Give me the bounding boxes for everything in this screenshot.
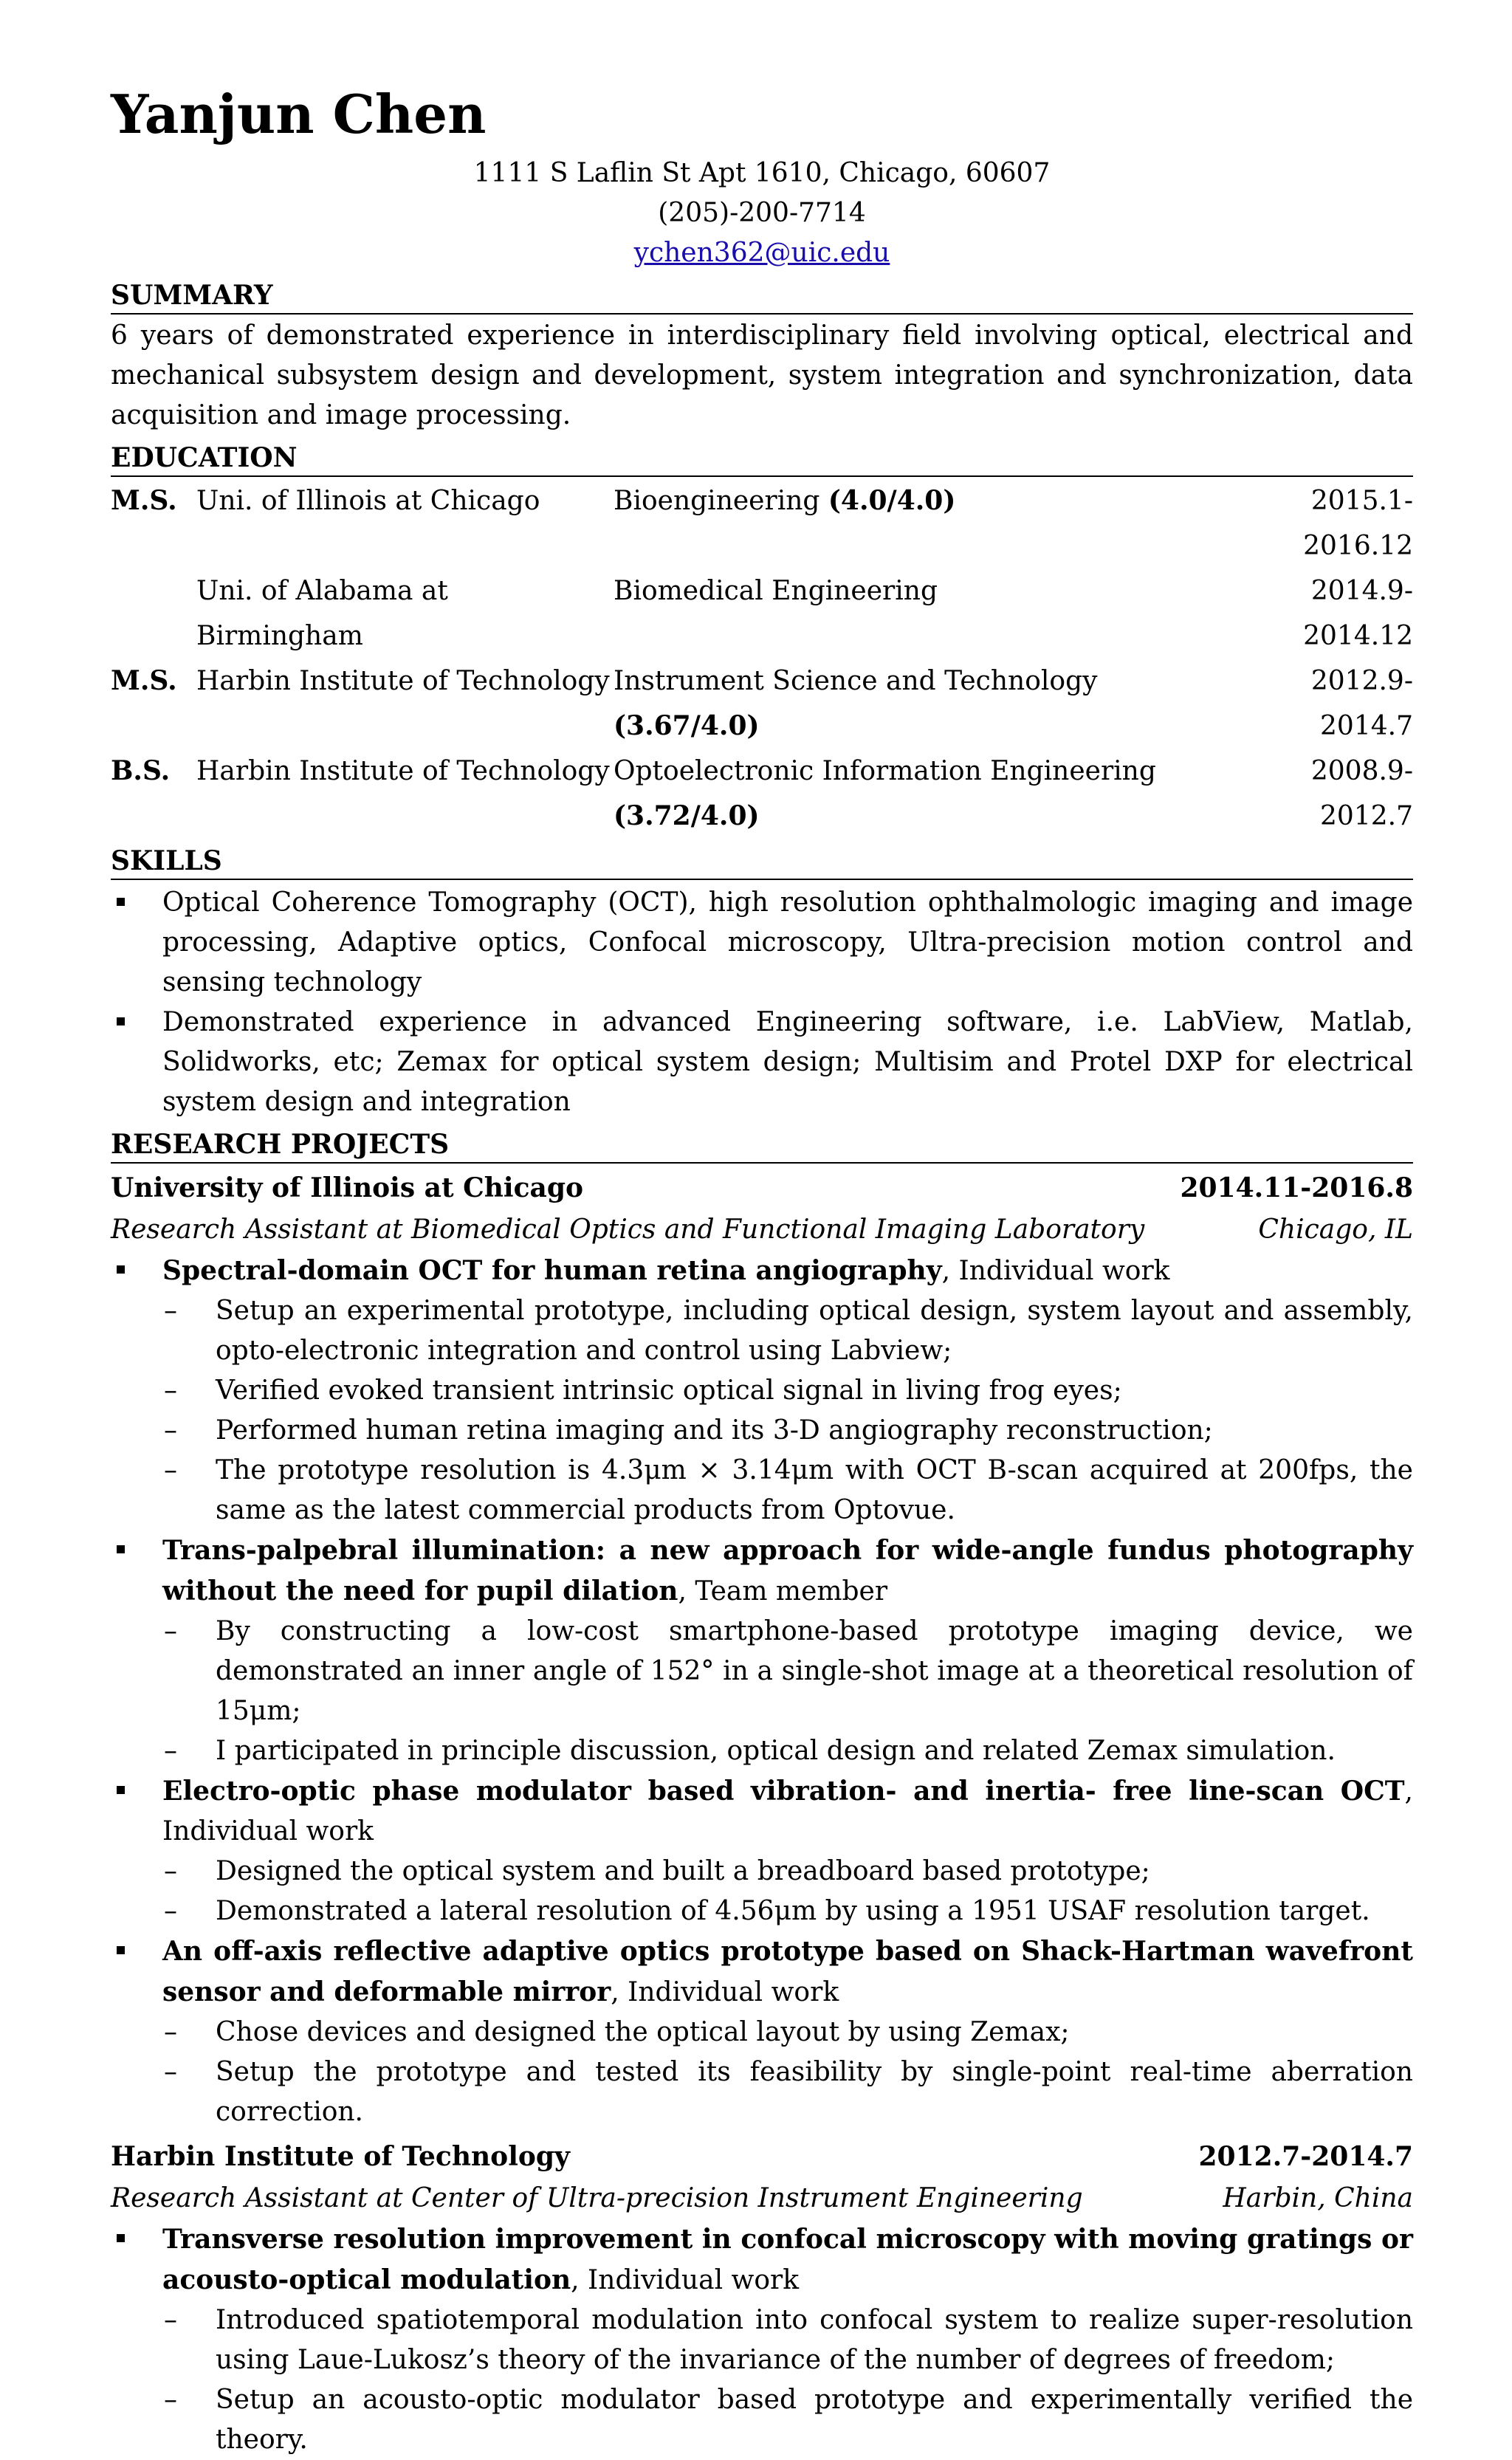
project-item [111, 1251, 1413, 1530]
project-role: , Individual work [162, 1776, 1413, 1846]
candidate-name: Yanjun Chen [111, 83, 487, 145]
education-school: Harbin Institute of Technology [196, 666, 610, 696]
org-dates: 2012.7-2014.7 [1198, 2141, 1413, 2172]
square-bullet-icon [117, 1946, 125, 1954]
education-heading: EDUCATION [111, 440, 1413, 477]
education-field: Bioengineering (4.0/4.0) [614, 485, 956, 516]
resume-page [111, 81, 1413, 2460]
education-degree: M.S. [111, 485, 177, 516]
dash-marker: – [164, 1616, 177, 1646]
project-title: Trans-palpebral illumination: a new approach for wide-angle fundus photography without the need for pupil dilation [162, 1535, 1413, 1607]
detail-item: – Introduced spatiotemporal modulation into confocal system to realize super-resolution using Laue-Lukosz’s theory of the invariance of the number of degrees of freedom; [111, 2301, 1413, 2380]
education-gpa: (3.72/4.0) [614, 800, 760, 831]
project-title: Transverse resolution improvement in confocal microscopy with moving gratings or acousto-optical modulation [162, 2224, 1413, 2295]
detail-item: – Verified evoked transient intrinsic optical signal in living frog eyes; [111, 1371, 1413, 1411]
org-role: Research Assistant at Biomedical Optics and Functional Imaging Laboratory [111, 1214, 1145, 1245]
address: 1111 S Laflin St Apt 1610, Chicago, 60607 [473, 158, 1051, 188]
detail-item: – Chose devices and designed the optical layout by using Zemax; [111, 2013, 1413, 2052]
project-role: , Individual work [611, 1977, 839, 2007]
education-degree: M.S. [111, 665, 177, 696]
org-role-row [111, 2178, 1413, 2219]
detail-item: – Demonstrated a lateral resolution of 4.56μm by using a 1951 USAF resolution target. [111, 1892, 1413, 1931]
org-header [111, 2135, 1413, 2178]
education-field: Optoelectronic Information Engineering (3.72/4.0) [614, 756, 1156, 831]
project-details [162, 2301, 1413, 2460]
project-title: An off-axis reflective adaptive optics prototype based on Shack-Hartman wavefront sensor and deformable mirror [162, 1936, 1413, 2007]
org-role-row [111, 1209, 1413, 1251]
education-field: Biomedical Engineering [614, 576, 938, 606]
education-gpa: (4.0/4.0) [828, 485, 956, 516]
project-list [111, 1251, 1413, 2132]
dash-marker: – [164, 1856, 177, 1886]
project-details [162, 2013, 1413, 2132]
education-dates: 2014.9-2014.12 [1303, 576, 1413, 651]
org-location: Chicago, IL [1258, 1214, 1413, 1245]
education-row [111, 659, 1413, 749]
project-details [162, 1852, 1413, 1931]
project-role: , Individual work [571, 2265, 800, 2295]
education-school: Harbin Institute of Technology [196, 756, 610, 786]
education-gpa: (3.67/4.0) [614, 710, 760, 741]
org-role: Research Assistant at Center of Ultra-precision Instrument Engineering [111, 2183, 1083, 2213]
detail-item: – Performed human retina imaging and its 3-D angiography reconstruction; [111, 1411, 1413, 1451]
dash-marker: – [164, 1455, 177, 1485]
project-list [111, 2219, 1413, 2460]
project-details [162, 1291, 1413, 1530]
education-row [111, 568, 1413, 659]
project-item [111, 2219, 1413, 2460]
square-bullet-icon [117, 1545, 125, 1553]
dash-marker: – [164, 1375, 177, 1406]
dash-marker: – [164, 2305, 177, 2335]
summary-text: 6 years of demonstrated experience in interdisciplinary field involving optical, electrical and mechanical subsystem design and development, system integration and synchronization, data acquisition and image processing. [111, 320, 1413, 430]
dash-marker: – [164, 2017, 177, 2047]
project-title: Electro-optic phase modulator based vibration- and inertia- free line-scan OCT [162, 1776, 1405, 1807]
project-item [111, 1771, 1413, 1931]
education-degree: B.S. [111, 755, 171, 786]
square-bullet-icon [117, 1017, 125, 1025]
dash-marker: – [164, 1296, 177, 1326]
education-dates: 2008.9-2012.7 [1310, 756, 1413, 831]
summary-heading: SUMMARY [111, 278, 1413, 315]
email-link[interactable]: ychen362@uic.edu [633, 238, 890, 268]
square-bullet-icon [117, 898, 125, 906]
org-dates: 2014.11-2016.8 [1180, 1172, 1413, 1203]
org-location: Harbin, China [1223, 2183, 1413, 2213]
education-row [111, 478, 1413, 568]
dash-marker: – [164, 1896, 177, 1926]
dash-marker: – [164, 2057, 177, 2087]
detail-item: – By constructing a low-cost smartphone-based prototype imaging device, we demonstrated an inner angle of 152° in a single-shot image at a theoretical resolution of 15μm; [111, 1612, 1413, 1731]
dash-marker: – [164, 1415, 177, 1446]
skills-heading: SKILLS [111, 843, 1413, 880]
square-bullet-icon [117, 2234, 125, 2242]
detail-item: – Setup an experimental prototype, including optical design, system layout and assembly, opto-electronic integration and control using Labview; [111, 1291, 1413, 1371]
org-name: University of Illinois at Chicago [111, 1172, 584, 1203]
detail-item: – Designed the optical system and built a breadboard based prototype; [111, 1852, 1413, 1892]
detail-item: – The prototype resolution is 4.3μm × 3.14μm with OCT B-scan acquired at 200fps, the same as the latest commercial products from Optovue. [111, 1451, 1413, 1530]
education-dates: 2012.9-2014.7 [1310, 666, 1413, 741]
org-header [111, 1167, 1413, 1209]
project-role: , Individual work [941, 1256, 1170, 1286]
education-table [111, 478, 1413, 839]
skills-list [111, 883, 1413, 1122]
education-school: Uni. of Alabama at Birmingham [196, 576, 448, 651]
project-title: Spectral-domain OCT for human retina angiography [162, 1255, 942, 1286]
education-school: Uni. of Illinois at Chicago [196, 486, 540, 516]
education-row [111, 749, 1413, 839]
square-bullet-icon [117, 1786, 125, 1794]
dash-marker: – [164, 1736, 177, 1766]
detail-item: – Setup an acousto-optic modulator based prototype and experimentally verified the theory. [111, 2380, 1413, 2460]
project-item [111, 1530, 1413, 1771]
dash-marker: – [164, 2385, 177, 2415]
project-role: , Team member [678, 1576, 888, 1607]
education-field: Instrument Science and Technology (3.67/4.0) [614, 666, 1098, 741]
square-bullet-icon [117, 1265, 125, 1274]
detail-item: – Setup the prototype and tested its feasibility by single-point real-time aberration correction. [111, 2052, 1413, 2132]
skill-item: Demonstrated experience in advanced Engineering software, i.e. LabView, Matlab, Solidworks, etc; Zemax for optical system design; Multisim and Protel DXP for electrical system design and integration [111, 1003, 1413, 1122]
skill-item: Optical Coherence Tomography (OCT), high resolution ophthalmologic imaging and image processing, Adaptive optics, Confocal microscopy, Ultra-precision motion control and sensing technology [111, 883, 1413, 1003]
project-details [162, 1612, 1413, 1771]
education-dates: 2015.1-2016.12 [1303, 486, 1413, 561]
org-name: Harbin Institute of Technology [111, 2141, 570, 2172]
research-heading: RESEARCH PROJECTS [111, 1127, 1413, 1164]
project-item [111, 1931, 1413, 2132]
contact-block [111, 154, 1413, 273]
detail-item: – I participated in principle discussion, optical design and related Zemax simulation. [111, 1731, 1413, 1771]
phone: (205)-200-7714 [658, 198, 866, 228]
